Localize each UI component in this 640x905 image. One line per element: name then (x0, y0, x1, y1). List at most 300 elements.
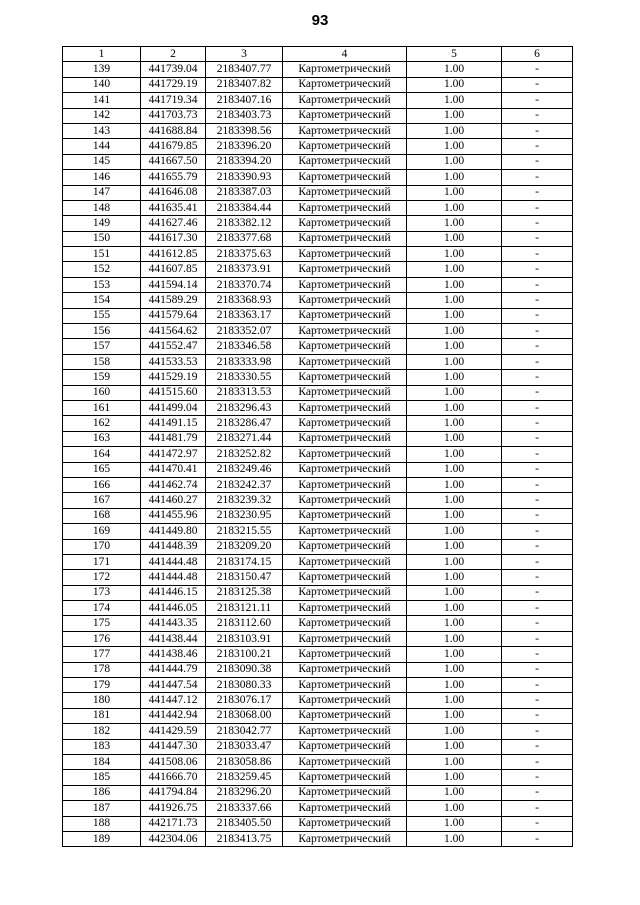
table-cell: Картометрический (283, 570, 407, 585)
table-cell: 1.00 (407, 724, 502, 739)
table-cell: 2183330.55 (206, 370, 283, 385)
table-cell: 2183112.60 (206, 616, 283, 631)
table-cell: 441438.46 (141, 647, 206, 662)
table-cell: 154 (63, 293, 141, 308)
table-cell: 2183125.38 (206, 585, 283, 600)
table-row (63, 262, 573, 277)
table-cell: - (502, 216, 573, 231)
table-cell: 441470.41 (141, 462, 206, 477)
table-cell: 441926.75 (141, 801, 206, 816)
table-cell: 441666.70 (141, 770, 206, 785)
table-row (63, 708, 573, 723)
table-cell: 1.00 (407, 62, 502, 77)
table-cell: 183 (63, 739, 141, 754)
table-cell: - (502, 200, 573, 215)
table-cell: 441564.62 (141, 324, 206, 339)
table-cell: Картометрический (283, 493, 407, 508)
table-cell: Картометрический (283, 816, 407, 831)
table-cell: 140 (63, 77, 141, 92)
table-row (63, 508, 573, 523)
table-cell: 441529.19 (141, 370, 206, 385)
table-cell: Картометрический (283, 262, 407, 277)
table-row (63, 293, 573, 308)
table-cell: 1.00 (407, 200, 502, 215)
table-cell: 1.00 (407, 647, 502, 662)
table-row (63, 678, 573, 693)
table-cell: Картометрический (283, 477, 407, 492)
table-cell: 1.00 (407, 108, 502, 123)
table-cell: - (502, 77, 573, 92)
table-cell: - (502, 601, 573, 616)
table-row (63, 693, 573, 708)
table-cell: 2183387.03 (206, 185, 283, 200)
table-cell: 2183296.43 (206, 400, 283, 415)
table-cell: 2183346.58 (206, 339, 283, 354)
table-cell: 441449.80 (141, 524, 206, 539)
table-row (63, 123, 573, 138)
table-cell: - (502, 170, 573, 185)
table-row (63, 770, 573, 785)
table-cell: - (502, 831, 573, 846)
table-cell: Картометрический (283, 247, 407, 262)
table-cell: Картометрический (283, 170, 407, 185)
table-cell: Картометрический (283, 554, 407, 569)
table-cell: 1.00 (407, 539, 502, 554)
table-cell: Картометрический (283, 631, 407, 646)
table-cell: 2183333.98 (206, 354, 283, 369)
table-cell: 141 (63, 93, 141, 108)
table-cell: - (502, 754, 573, 769)
table-row (63, 231, 573, 246)
table-cell: - (502, 354, 573, 369)
table-cell: - (502, 724, 573, 739)
table-cell: 441729.19 (141, 77, 206, 92)
table-cell: 441794.84 (141, 785, 206, 800)
table-cell: Картометрический (283, 785, 407, 800)
table-cell: 176 (63, 631, 141, 646)
table-cell: - (502, 662, 573, 677)
table-cell: 2183368.93 (206, 293, 283, 308)
table-cell: - (502, 154, 573, 169)
table-row (63, 216, 573, 231)
table-cell: 2183209.20 (206, 539, 283, 554)
table-cell: - (502, 524, 573, 539)
table-cell: 1.00 (407, 185, 502, 200)
table-cell: 441579.64 (141, 308, 206, 323)
table-cell: 2183375.63 (206, 247, 283, 262)
table-cell: Картометрический (283, 831, 407, 846)
table-cell: 441429.59 (141, 724, 206, 739)
table-cell: - (502, 339, 573, 354)
page-number: 93 (311, 12, 329, 29)
table-cell: - (502, 447, 573, 462)
table-cell: - (502, 139, 573, 154)
table-row (63, 108, 573, 123)
table-cell: - (502, 462, 573, 477)
table-cell: - (502, 554, 573, 569)
table-cell: 441515.60 (141, 385, 206, 400)
table-cell: 1.00 (407, 477, 502, 492)
table-cell: Картометрический (283, 539, 407, 554)
table-cell: 1.00 (407, 308, 502, 323)
table-row (63, 739, 573, 754)
table-row (63, 831, 573, 846)
table-cell: 441481.79 (141, 431, 206, 446)
table-cell: 441443.35 (141, 616, 206, 631)
table-cell: 441446.15 (141, 585, 206, 600)
table-cell: - (502, 477, 573, 492)
table-cell: 1.00 (407, 601, 502, 616)
table-cell: 180 (63, 693, 141, 708)
table-cell: Картометрический (283, 770, 407, 785)
table-cell: 441444.48 (141, 570, 206, 585)
table-cell: 1.00 (407, 693, 502, 708)
table-cell: 152 (63, 262, 141, 277)
table-cell: 441447.30 (141, 739, 206, 754)
column-header: 5 (407, 47, 502, 62)
table-cell: - (502, 801, 573, 816)
table-cell: 2183398.56 (206, 123, 283, 138)
table-row (63, 462, 573, 477)
table-cell: 1.00 (407, 831, 502, 846)
table-cell: 2183252.82 (206, 447, 283, 462)
table-cell: 167 (63, 493, 141, 508)
table-cell: Картометрический (283, 339, 407, 354)
table-cell: Картометрический (283, 154, 407, 169)
table-cell: 187 (63, 801, 141, 816)
column-header: 3 (206, 47, 283, 62)
table-cell: 1.00 (407, 585, 502, 600)
table-row (63, 631, 573, 646)
table-cell: 441719.34 (141, 93, 206, 108)
table-row (63, 416, 573, 431)
table-cell: 169 (63, 524, 141, 539)
column-header: 2 (141, 47, 206, 62)
table-cell: 2183413.75 (206, 831, 283, 846)
table-cell: 160 (63, 385, 141, 400)
table-row (63, 754, 573, 769)
table-cell: 2183363.17 (206, 308, 283, 323)
table-cell: 2183076.17 (206, 693, 283, 708)
table-cell: 1.00 (407, 816, 502, 831)
table-row (63, 554, 573, 569)
table-cell: 2183239.32 (206, 493, 283, 508)
table-cell: 149 (63, 216, 141, 231)
table-cell: 158 (63, 354, 141, 369)
table-row (63, 62, 573, 77)
table-cell: 1.00 (407, 631, 502, 646)
table-cell: 2183403.73 (206, 108, 283, 123)
table-cell: 145 (63, 154, 141, 169)
table-cell: Картометрический (283, 739, 407, 754)
table-cell: 2183352.07 (206, 324, 283, 339)
table-cell: 2183396.20 (206, 139, 283, 154)
table-cell: 168 (63, 508, 141, 523)
table-cell: 186 (63, 785, 141, 800)
table-cell: 2183150.47 (206, 570, 283, 585)
table-cell: 442304.06 (141, 831, 206, 846)
table-cell: 188 (63, 816, 141, 831)
table-cell: 441688.84 (141, 123, 206, 138)
table-cell: 441472.97 (141, 447, 206, 462)
table-cell: 1.00 (407, 785, 502, 800)
table-cell: - (502, 678, 573, 693)
table-cell: 441442.94 (141, 708, 206, 723)
table-cell: - (502, 431, 573, 446)
table-cell: 1.00 (407, 123, 502, 138)
table-cell: Картометрический (283, 277, 407, 292)
table-cell: 1.00 (407, 262, 502, 277)
table-cell: 156 (63, 324, 141, 339)
table-cell: 1.00 (407, 416, 502, 431)
table-cell: - (502, 708, 573, 723)
table-cell: - (502, 739, 573, 754)
table-cell: Картометрический (283, 139, 407, 154)
table-cell: 163 (63, 431, 141, 446)
table-cell: 174 (63, 601, 141, 616)
table-cell: - (502, 416, 573, 431)
table-cell: 164 (63, 447, 141, 462)
table-cell: 173 (63, 585, 141, 600)
table-row (63, 139, 573, 154)
table-cell: 2183286.47 (206, 416, 283, 431)
table-cell: 1.00 (407, 508, 502, 523)
table-cell: 166 (63, 477, 141, 492)
table-cell: - (502, 262, 573, 277)
table-cell: 143 (63, 123, 141, 138)
table-cell: 144 (63, 139, 141, 154)
table-cell: 441594.14 (141, 277, 206, 292)
table-cell: Картометрический (283, 508, 407, 523)
table-cell: - (502, 785, 573, 800)
table-cell: 139 (63, 62, 141, 77)
table-cell: Картометрический (283, 462, 407, 477)
table-cell: 1.00 (407, 354, 502, 369)
table-cell: 2183296.20 (206, 785, 283, 800)
table-row (63, 324, 573, 339)
table-cell: - (502, 770, 573, 785)
table-cell: 189 (63, 831, 141, 846)
table-row (63, 801, 573, 816)
table-cell: 441508.06 (141, 754, 206, 769)
table-cell: - (502, 631, 573, 646)
table-cell: Картометрический (283, 354, 407, 369)
table-cell: 146 (63, 170, 141, 185)
table-cell: - (502, 123, 573, 138)
table-cell: Картометрический (283, 524, 407, 539)
table-cell: - (502, 324, 573, 339)
table-cell: 2183313.53 (206, 385, 283, 400)
table-cell: - (502, 108, 573, 123)
table-cell: 150 (63, 231, 141, 246)
table-cell: Картометрический (283, 200, 407, 215)
table-cell: Картометрический (283, 231, 407, 246)
table-cell: Картометрический (283, 216, 407, 231)
table-cell: - (502, 816, 573, 831)
table-cell: 1.00 (407, 170, 502, 185)
table-row (63, 354, 573, 369)
table-header-row (63, 47, 573, 62)
table-cell: 172 (63, 570, 141, 585)
table-cell: 1.00 (407, 462, 502, 477)
table-cell: 165 (63, 462, 141, 477)
table-cell: 441617.30 (141, 231, 206, 246)
table-cell: 162 (63, 416, 141, 431)
table-cell: Картометрический (283, 400, 407, 415)
table-cell: - (502, 647, 573, 662)
table-cell: 441635.41 (141, 200, 206, 215)
table-cell: 1.00 (407, 324, 502, 339)
table-cell: Картометрический (283, 708, 407, 723)
table-cell: Картометрический (283, 416, 407, 431)
table-cell: 1.00 (407, 154, 502, 169)
table-cell: 2183100.21 (206, 647, 283, 662)
table-cell: Картометрический (283, 447, 407, 462)
table-cell: 1.00 (407, 231, 502, 246)
table-cell: 155 (63, 308, 141, 323)
table-row (63, 93, 573, 108)
table-row (63, 477, 573, 492)
table-cell: 441607.85 (141, 262, 206, 277)
table-cell: 2183033.47 (206, 739, 283, 754)
table-cell: 2183249.46 (206, 462, 283, 477)
table-row (63, 77, 573, 92)
table-cell: 1.00 (407, 801, 502, 816)
table-cell: 1.00 (407, 277, 502, 292)
table-cell: 1.00 (407, 431, 502, 446)
table-cell: 1.00 (407, 678, 502, 693)
table-cell: 441460.27 (141, 493, 206, 508)
table-cell: 2183259.45 (206, 770, 283, 785)
table-cell: 1.00 (407, 93, 502, 108)
table-cell: - (502, 93, 573, 108)
table-cell: Картометрический (283, 123, 407, 138)
table-cell: 441703.73 (141, 108, 206, 123)
table-cell: 441679.85 (141, 139, 206, 154)
table-cell: 441612.85 (141, 247, 206, 262)
table-cell: 1.00 (407, 739, 502, 754)
table-row (63, 447, 573, 462)
table-cell: 184 (63, 754, 141, 769)
table-cell: Картометрический (283, 370, 407, 385)
table-row (63, 277, 573, 292)
table-cell: Картометрический (283, 585, 407, 600)
table-cell: - (502, 277, 573, 292)
table-cell: 147 (63, 185, 141, 200)
table-cell: 1.00 (407, 616, 502, 631)
table-cell: - (502, 231, 573, 246)
table-cell: - (502, 293, 573, 308)
table-cell: Картометрический (283, 801, 407, 816)
table-row (63, 170, 573, 185)
table-cell: 1.00 (407, 293, 502, 308)
table-cell: 185 (63, 770, 141, 785)
table-row (63, 816, 573, 831)
table-cell: 2183121.11 (206, 601, 283, 616)
table-cell: Картометрический (283, 754, 407, 769)
table-cell: 177 (63, 647, 141, 662)
table-cell: 441448.39 (141, 539, 206, 554)
table-cell: 1.00 (407, 385, 502, 400)
table-cell: 1.00 (407, 447, 502, 462)
table-cell: - (502, 62, 573, 77)
table-cell: 2183103.91 (206, 631, 283, 646)
table-cell: Картометрический (283, 308, 407, 323)
table-cell: 441446.05 (141, 601, 206, 616)
table-cell: 1.00 (407, 754, 502, 769)
table-cell: - (502, 493, 573, 508)
table-row (63, 785, 573, 800)
table-cell: 441627.46 (141, 216, 206, 231)
table-cell: 1.00 (407, 554, 502, 569)
table-cell: Картометрический (283, 678, 407, 693)
table-cell: 2183242.37 (206, 477, 283, 492)
table-body (63, 62, 573, 847)
table-row (63, 662, 573, 677)
table-cell: - (502, 185, 573, 200)
table-row (63, 431, 573, 446)
table-cell: 1.00 (407, 370, 502, 385)
table-cell: 442171.73 (141, 816, 206, 831)
table-cell: - (502, 400, 573, 415)
table-cell: 1.00 (407, 708, 502, 723)
table-cell: 148 (63, 200, 141, 215)
table-cell: 175 (63, 616, 141, 631)
table-cell: 441491.15 (141, 416, 206, 431)
table-cell: 441552.47 (141, 339, 206, 354)
table-cell: - (502, 370, 573, 385)
table-cell: 2183370.74 (206, 277, 283, 292)
table-cell: 2183382.12 (206, 216, 283, 231)
table-cell: 2183390.93 (206, 170, 283, 185)
table-cell: 441438.44 (141, 631, 206, 646)
table-cell: 2183042.77 (206, 724, 283, 739)
table-cell: 2183405.50 (206, 816, 283, 831)
table-cell: 441455.96 (141, 508, 206, 523)
table-row (63, 524, 573, 539)
table-cell: Картометрический (283, 431, 407, 446)
table-cell: Картометрический (283, 647, 407, 662)
table-cell: 441646.08 (141, 185, 206, 200)
table-cell: 2183271.44 (206, 431, 283, 446)
table-cell: Картометрический (283, 724, 407, 739)
table-cell: Картометрический (283, 616, 407, 631)
table-cell: Картометрический (283, 293, 407, 308)
table-cell: - (502, 385, 573, 400)
table-cell: - (502, 570, 573, 585)
table-cell: 142 (63, 108, 141, 123)
table-cell: 157 (63, 339, 141, 354)
table-cell: Картометрический (283, 93, 407, 108)
table-cell: 1.00 (407, 339, 502, 354)
table-cell: - (502, 539, 573, 554)
table-row (63, 385, 573, 400)
table-cell: Картометрический (283, 662, 407, 677)
table-cell: - (502, 308, 573, 323)
table-cell: Картометрический (283, 324, 407, 339)
table-cell: 2183068.00 (206, 708, 283, 723)
table-cell: 2183407.82 (206, 77, 283, 92)
table-cell: - (502, 585, 573, 600)
table-cell: 441589.29 (141, 293, 206, 308)
table-cell: 1.00 (407, 493, 502, 508)
table-cell: - (502, 247, 573, 262)
table-row (63, 247, 573, 262)
table-cell: - (502, 616, 573, 631)
table-cell: 2183230.95 (206, 508, 283, 523)
table-cell: 153 (63, 277, 141, 292)
table-cell: 441462.74 (141, 477, 206, 492)
